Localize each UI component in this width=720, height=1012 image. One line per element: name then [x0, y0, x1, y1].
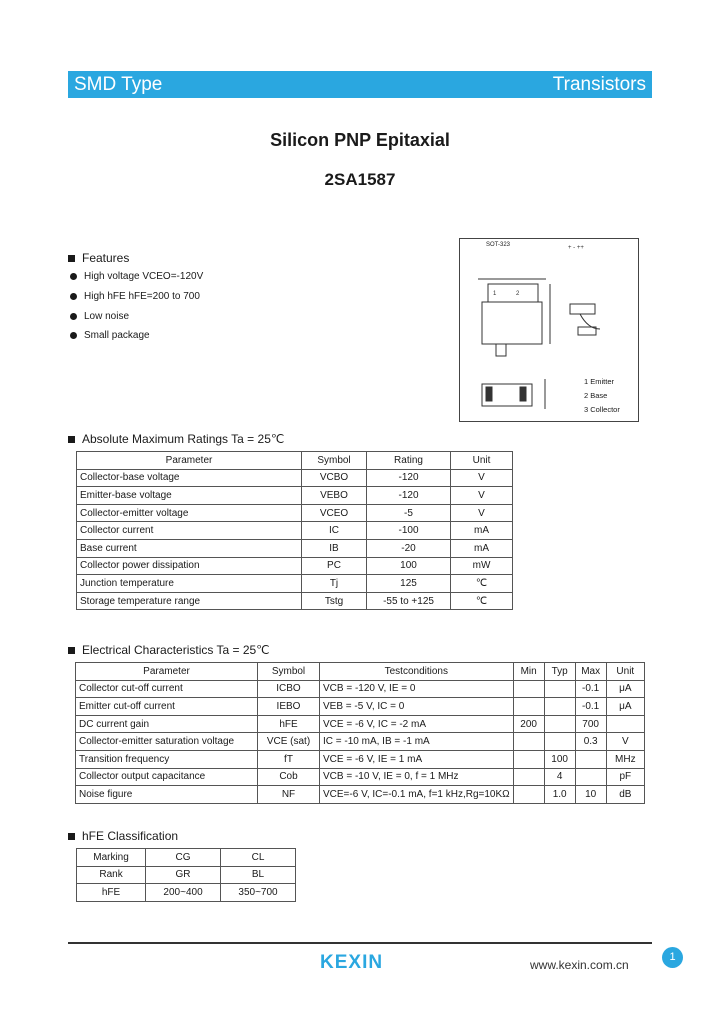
square-bullet-icon: [68, 833, 75, 840]
table-cell: 10: [575, 786, 606, 804]
table-cell: VCB = -120 V, IE = 0: [320, 680, 514, 698]
banner-right: Transistors: [552, 73, 646, 95]
table-cell: mA: [451, 539, 513, 557]
table-cell: VCBO: [302, 469, 367, 487]
page-number: 1: [662, 947, 683, 968]
footer-divider: [68, 942, 652, 944]
svg-text:+ - ++: + - ++: [568, 245, 584, 251]
column-header: Typ: [544, 663, 575, 681]
hfe-class-heading: [68, 829, 178, 843]
table-cell: CG: [146, 849, 221, 867]
table-cell: Collector output capacitance: [76, 768, 258, 786]
table-cell: [575, 750, 606, 768]
table-cell: pF: [606, 768, 644, 786]
table-cell: V: [606, 733, 644, 751]
table-cell: [513, 698, 544, 716]
table-cell: Emitter-base voltage: [77, 487, 302, 505]
table-cell: ℃: [451, 575, 513, 593]
hfe-class-table: [76, 848, 296, 902]
table-cell: hFE: [258, 715, 320, 733]
feature-text: High voltage VCEO=-120V: [84, 271, 204, 282]
table-cell: 0.3: [575, 733, 606, 751]
table-row: [77, 866, 296, 884]
table-cell: ICBO: [258, 680, 320, 698]
table-cell: -100: [367, 522, 451, 540]
table-cell: VEBO: [302, 487, 367, 505]
square-bullet-icon: [68, 647, 75, 654]
table-cell: Marking: [77, 849, 146, 867]
abs-max-body: [77, 469, 513, 610]
table-cell: -0.1: [575, 698, 606, 716]
table-row: [76, 768, 645, 786]
abs-max-table: [76, 451, 513, 610]
table-cell: GR: [146, 866, 221, 884]
table-cell: MHz: [606, 750, 644, 768]
table-row: [77, 522, 513, 540]
table-cell: Collector-emitter saturation voltage: [76, 733, 258, 751]
table-cell: Storage temperature range: [77, 592, 302, 610]
table-cell: 700: [575, 715, 606, 733]
elec-heading: [68, 643, 270, 657]
table-row: [77, 557, 513, 575]
table-cell: VCE (sat): [258, 733, 320, 751]
table-row: [77, 469, 513, 487]
kexin-logo: KEXIN: [320, 952, 384, 973]
table-cell: IC: [302, 522, 367, 540]
table-cell: 125: [367, 575, 451, 593]
table-cell: [513, 750, 544, 768]
column-header: Testconditions: [320, 663, 514, 681]
table-cell: 4: [544, 768, 575, 786]
table-cell: Noise figure: [76, 786, 258, 804]
table-cell: VEB = -5 V, IC = 0: [320, 698, 514, 716]
page-title: Silicon PNP Epitaxial: [270, 130, 450, 150]
table-cell: mW: [451, 557, 513, 575]
table-cell: Transition frequency: [76, 750, 258, 768]
hfe-class-body: [77, 849, 296, 902]
package-outline-drawing: [459, 238, 639, 422]
table-cell: [513, 680, 544, 698]
table-cell: [544, 698, 575, 716]
table-cell: 100: [367, 557, 451, 575]
table-cell: V: [451, 504, 513, 522]
table-cell: IC = -10 mA, IB = -1 mA: [320, 733, 514, 751]
header-banner: [68, 71, 652, 98]
column-header: Parameter: [76, 663, 258, 681]
table-cell: NF: [258, 786, 320, 804]
elec-heading-label: Electrical Characteristics Ta = 25℃: [82, 643, 270, 657]
pin-label: 3 Collector: [584, 405, 620, 414]
svg-text:2: 2: [516, 291, 520, 297]
banner-left: SMD Type: [74, 73, 163, 95]
table-cell: Tj: [302, 575, 367, 593]
table-cell: fT: [258, 750, 320, 768]
column-header: Symbol: [258, 663, 320, 681]
bullet-icon: [70, 293, 77, 300]
abs-max-heading-label: Absolute Maximum Ratings Ta = 25℃: [82, 432, 285, 446]
table-cell: IB: [302, 539, 367, 557]
table-cell: Emitter cut-off current: [76, 698, 258, 716]
table-row: [76, 715, 645, 733]
table-cell: Base current: [77, 539, 302, 557]
table-cell: 1.0: [544, 786, 575, 804]
pin-label: 2 Base: [584, 391, 608, 400]
table-cell: IEBO: [258, 698, 320, 716]
table-cell: [513, 786, 544, 804]
abs-max-heading: [68, 432, 284, 446]
package-name: SOT-323: [486, 242, 511, 248]
table-cell: VCB = -10 V, IE = 0, f = 1 MHz: [320, 768, 514, 786]
table-cell: CL: [221, 849, 296, 867]
column-header: Parameter: [77, 452, 302, 470]
table-cell: Cob: [258, 768, 320, 786]
pin-label: 1 Emitter: [584, 377, 615, 386]
feature-item: [70, 291, 200, 302]
square-bullet-icon: [68, 255, 75, 262]
table-cell: [544, 733, 575, 751]
table-row: [77, 539, 513, 557]
table-row: [76, 750, 645, 768]
table-cell: -120: [367, 487, 451, 505]
table-row: [77, 504, 513, 522]
table-cell: 350~700: [221, 884, 296, 902]
table-cell: μA: [606, 680, 644, 698]
table-cell: Tstg: [302, 592, 367, 610]
table-cell: -20: [367, 539, 451, 557]
table-cell: [606, 715, 644, 733]
table-cell: Junction temperature: [77, 575, 302, 593]
table-cell: Collector-emitter voltage: [77, 504, 302, 522]
table-row: [77, 575, 513, 593]
table-cell: [513, 733, 544, 751]
table-row: [77, 487, 513, 505]
table-cell: V: [451, 487, 513, 505]
table-cell: hFE: [77, 884, 146, 902]
column-header: Symbol: [302, 452, 367, 470]
feature-item: [70, 311, 129, 322]
footer-url: www.kexin.com.cn: [530, 958, 629, 972]
table-row: [77, 849, 296, 867]
table-cell: BL: [221, 866, 296, 884]
table-cell: VCE=-6 V, IC=-0.1 mA, f=1 kHz,Rg=10KΩ: [320, 786, 514, 804]
table-cell: -55 to +125: [367, 592, 451, 610]
column-header: Rating: [367, 452, 451, 470]
table-cell: [544, 715, 575, 733]
feature-text: High hFE hFE=200 to 700: [84, 291, 200, 302]
table-cell: Rank: [77, 866, 146, 884]
feature-item: [70, 271, 203, 282]
column-header: Max: [575, 663, 606, 681]
elec-body: [76, 680, 645, 803]
feature-text: Low noise: [84, 311, 130, 322]
features-heading-label: Features: [82, 251, 130, 265]
table-cell: VCE = -6 V, IE = 1 mA: [320, 750, 514, 768]
table-cell: DC current gain: [76, 715, 258, 733]
table-cell: 200: [513, 715, 544, 733]
table-cell: VCEO: [302, 504, 367, 522]
feature-text: Small package: [84, 330, 150, 341]
table-row: [76, 733, 645, 751]
square-bullet-icon: [68, 436, 75, 443]
table-cell: PC: [302, 557, 367, 575]
table-cell: Collector current: [77, 522, 302, 540]
column-header: Min: [513, 663, 544, 681]
features-heading: [68, 251, 129, 265]
table-cell: -0.1: [575, 680, 606, 698]
table-cell: [544, 680, 575, 698]
table-row: [77, 592, 513, 610]
table-cell: dB: [606, 786, 644, 804]
column-header: Unit: [606, 663, 644, 681]
table-cell: 100: [544, 750, 575, 768]
table-cell: V: [451, 469, 513, 487]
table-row: [76, 786, 645, 804]
bullet-icon: [70, 313, 77, 320]
svg-text:1: 1: [493, 291, 497, 297]
table-header-row: [77, 452, 513, 470]
table-cell: VCE = -6 V, IC = -2 mA: [320, 715, 514, 733]
table-cell: ℃: [451, 592, 513, 610]
part-number: 2SA1587: [324, 170, 396, 189]
elec-table: [75, 662, 645, 804]
table-row: [76, 698, 645, 716]
table-cell: μA: [606, 698, 644, 716]
table-cell: -5: [367, 504, 451, 522]
hfe-class-heading-label: hFE Classification: [82, 829, 179, 843]
table-cell: -120: [367, 469, 451, 487]
column-header: Unit: [451, 452, 513, 470]
table-cell: [513, 768, 544, 786]
table-cell: mA: [451, 522, 513, 540]
table-cell: [575, 768, 606, 786]
table-cell: Collector power dissipation: [77, 557, 302, 575]
table-row: [77, 884, 296, 902]
table-header-row: [76, 663, 645, 681]
table-cell: 200~400: [146, 884, 221, 902]
bullet-icon: [70, 332, 77, 339]
table-cell: Collector cut-off current: [76, 680, 258, 698]
bullet-icon: [70, 273, 77, 280]
feature-item: [70, 330, 150, 341]
package-diagram-icon: [460, 239, 638, 421]
table-cell: Collector-base voltage: [77, 469, 302, 487]
table-row: [76, 680, 645, 698]
